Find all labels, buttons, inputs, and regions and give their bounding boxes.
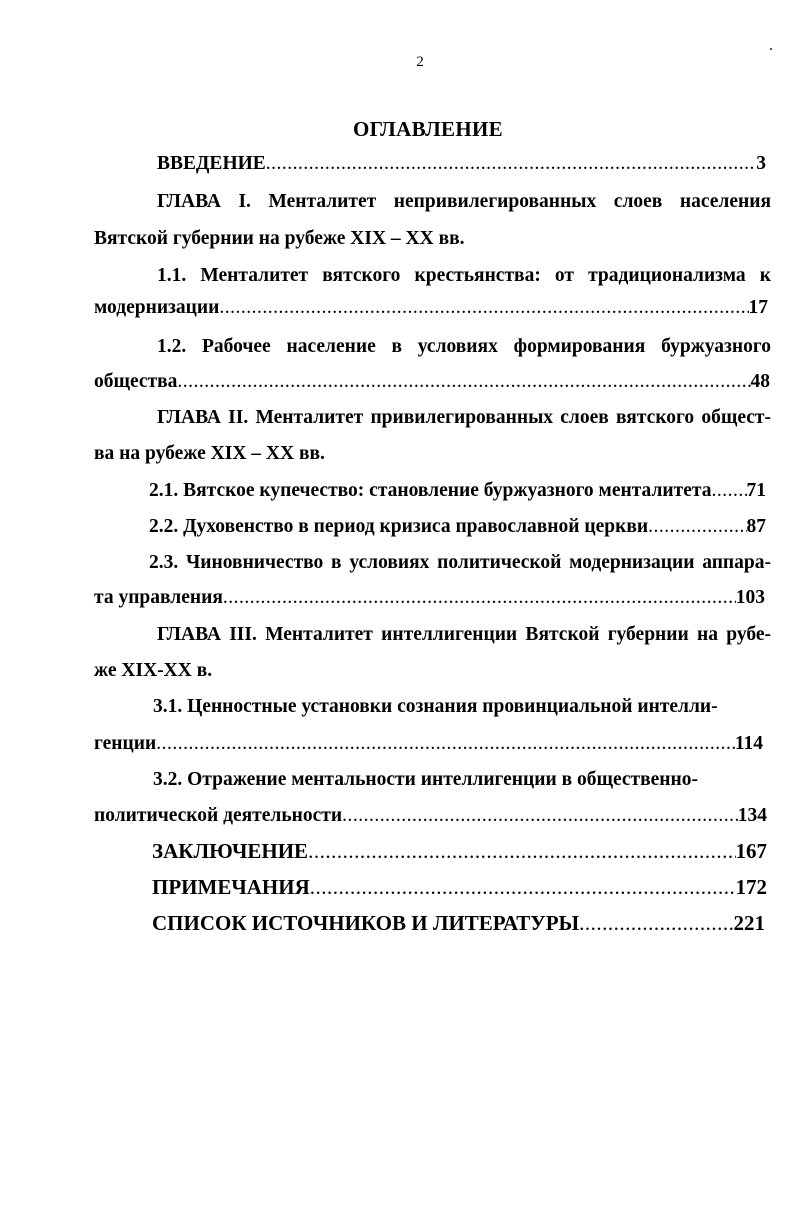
- toc-entry-sources[interactable]: [152, 911, 765, 935]
- toc-entry-label: политической деятельности: [94, 805, 343, 826]
- toc-leader: [156, 732, 735, 756]
- page-title: ОГЛАВЛЕНИЕ: [353, 117, 503, 141]
- toc-leader: [219, 296, 748, 320]
- toc-leader: [266, 152, 756, 176]
- page-number: 2: [416, 54, 424, 70]
- toc-leader: [177, 370, 750, 394]
- toc-page-number: 71: [746, 480, 766, 501]
- toc-section-1-2-line-1[interactable]: 1.2. Рабочее население в условиях формирования буржуазного: [157, 336, 771, 357]
- toc-section-3-1-line-1[interactable]: 3.1. Ценностные установки сознания провинциальной интелли-: [153, 696, 718, 717]
- toc-page-number: 48: [750, 371, 770, 392]
- toc-chapter-1-line-2[interactable]: Вятской губернии на рубеже XIX – XX вв.: [94, 228, 465, 249]
- toc-page-number: 221: [733, 911, 765, 935]
- toc-leader: [711, 479, 746, 503]
- toc-page-number: 167: [735, 839, 767, 863]
- toc-entry-label: та управления: [94, 587, 223, 608]
- toc-page-number: 3: [756, 153, 766, 174]
- toc-section-2-3-line-1[interactable]: 2.3. Чиновничество в условиях политической модернизации аппара-: [149, 552, 771, 573]
- toc-section-2-1[interactable]: [149, 479, 766, 503]
- toc-section-3-2-line-1[interactable]: 3.2. Отражение ментальности интеллигенции в общественно-: [153, 769, 699, 790]
- toc-leader: [223, 586, 736, 610]
- toc-page-number: 114: [734, 733, 763, 754]
- toc-chapter-3-line-1[interactable]: ГЛАВА III. Менталитет интеллигенции Вятской губернии на рубе-: [157, 624, 771, 645]
- toc-leader: [308, 839, 735, 863]
- toc-section-3-2[interactable]: [94, 804, 767, 828]
- toc-entry-label: ВВЕДЕНИЕ: [157, 153, 266, 174]
- toc-chapter-2-line-1[interactable]: ГЛАВА II. Менталитет привилегированных слоев вятского общест-: [157, 407, 771, 428]
- toc-page-number: 103: [735, 587, 765, 608]
- toc-leader: [342, 804, 738, 828]
- toc-page-number: 17: [748, 297, 768, 318]
- toc-page-number: 87: [746, 516, 766, 537]
- toc-entry-notes[interactable]: [152, 875, 767, 899]
- toc-section-2-3[interactable]: [94, 586, 765, 610]
- toc-entry-label: ЗАКЛЮЧЕНИЕ: [152, 839, 309, 863]
- toc-section-2-2[interactable]: [149, 515, 766, 539]
- toc-chapter-2-line-2[interactable]: ва на рубеже XIX – XX вв.: [94, 443, 325, 464]
- toc-leader: [648, 515, 746, 539]
- scan-speck: [770, 48, 772, 50]
- toc-entry-label: СПИСОК ИСТОЧНИКОВ И ЛИТЕРАТУРЫ: [152, 911, 580, 935]
- toc-chapter-1-line-1[interactable]: ГЛАВА I. Менталитет непривилегированных слоев населения: [157, 191, 771, 212]
- toc-entry-label: 2.2. Духовенство в период кризиса православной церкви: [149, 516, 649, 537]
- toc-entry-label: ПРИМЕЧАНИЯ: [152, 875, 310, 899]
- toc-entry-conclusion[interactable]: [152, 839, 767, 863]
- toc-section-3-1[interactable]: [94, 732, 763, 756]
- toc-entry-label: модернизации: [94, 297, 220, 318]
- toc-section-1-1-line-1[interactable]: 1.1. Менталитет вятского крестьянства: от традиционализма к: [157, 265, 771, 286]
- toc-entry-introduction[interactable]: [157, 152, 766, 176]
- toc-leader: [579, 911, 733, 935]
- toc-entry-label: 2.1. Вятское купечество: становление буржуазного менталитета: [149, 480, 712, 501]
- toc-entry-label: генции: [94, 733, 157, 754]
- toc-section-1-2[interactable]: [94, 370, 770, 394]
- toc-page-number: 172: [735, 875, 767, 899]
- toc-section-1-1[interactable]: [94, 296, 768, 320]
- toc-page-number: 134: [737, 805, 767, 826]
- toc-entry-label: общества: [94, 371, 178, 392]
- toc-chapter-3-line-2[interactable]: же XIX-XX в.: [94, 660, 213, 681]
- toc-leader: [310, 875, 736, 899]
